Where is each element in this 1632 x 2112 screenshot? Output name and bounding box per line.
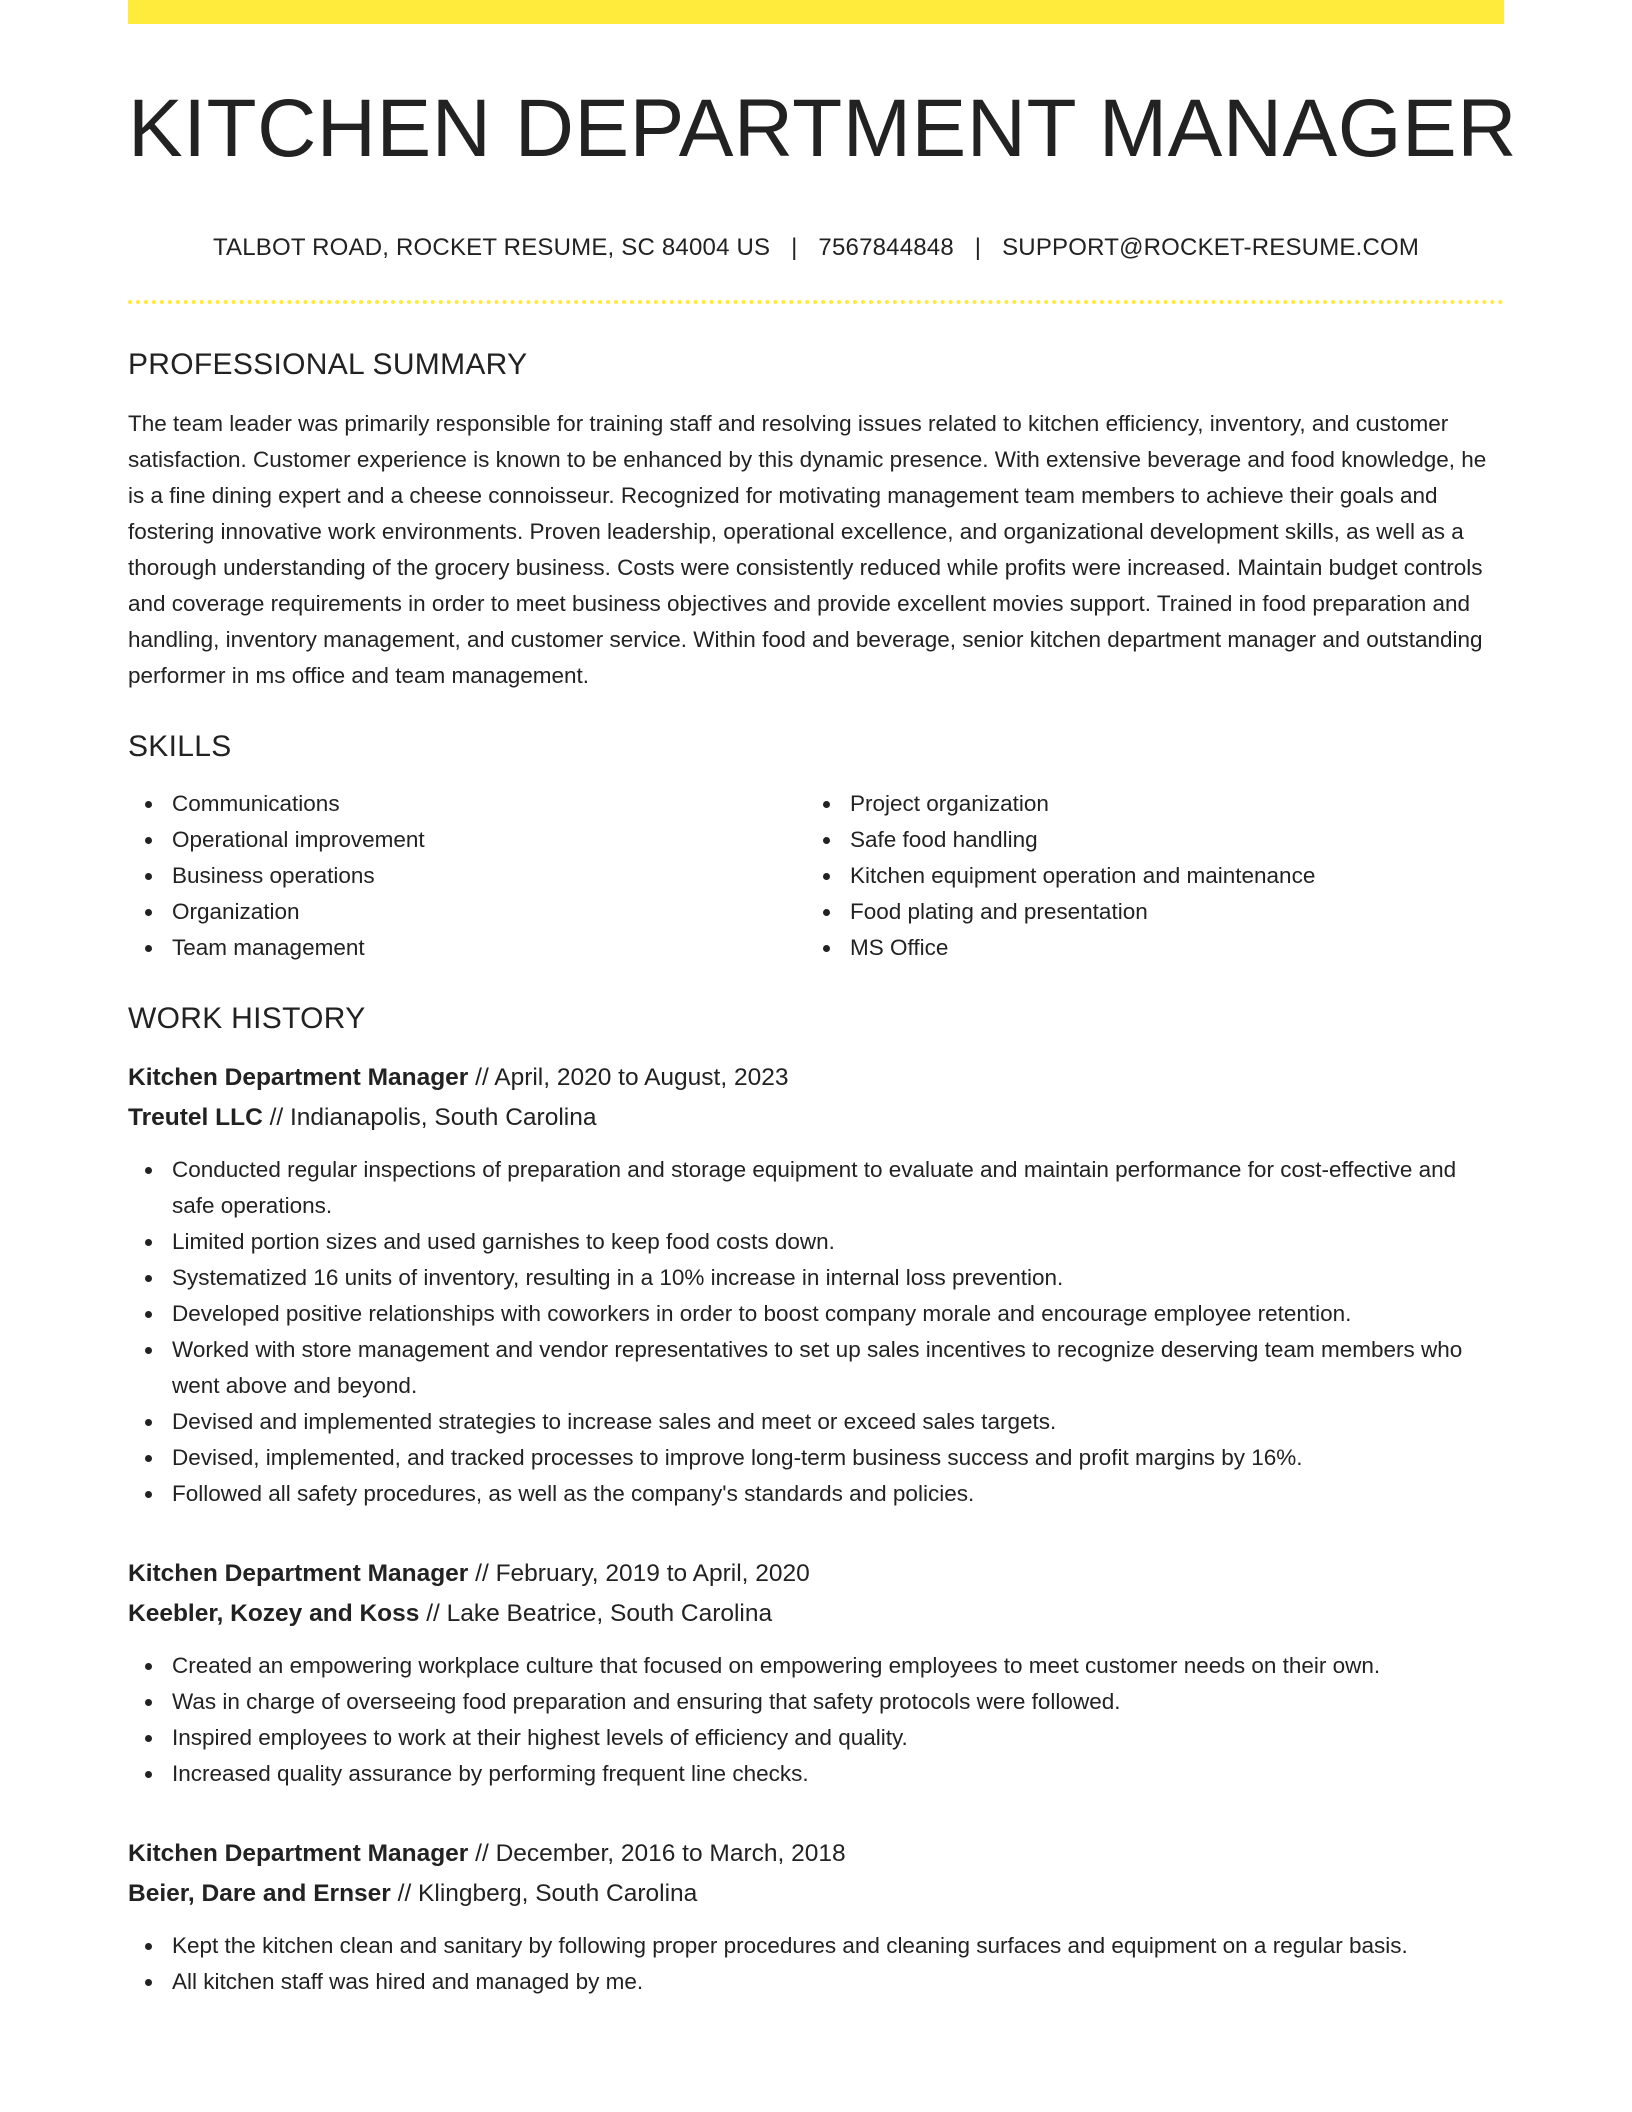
duty-item: Systematized 16 units of inventory, resulting in a 10% increase in internal loss prevention. [172, 1260, 1504, 1296]
duty-item: All kitchen staff was hired and managed by me. [172, 1964, 1504, 2000]
duty-item: Was in charge of overseeing food preparation and ensuring that safety protocols were followed. [172, 1684, 1504, 1720]
dotted-divider [128, 300, 1504, 304]
resume-title: KITCHEN DEPARTMENT MANAGER [128, 83, 1517, 174]
skill-item: Communications [172, 786, 806, 822]
resume-page [128, 0, 1517, 2000]
contact-separator: | [974, 234, 982, 262]
job-entry [128, 1554, 1504, 1792]
contact-email: SUPPORT@ROCKET-RESUME.COM [1002, 234, 1420, 262]
skills-column-left [128, 786, 806, 966]
skill-item: Operational improvement [172, 822, 806, 858]
skill-item: Safe food handling [850, 822, 1484, 858]
duty-item: Limited portion sizes and used garnishes to keep food costs down. [172, 1224, 1504, 1260]
job-dates: // February, 2019 to April, 2020 [475, 1560, 810, 1588]
skill-item: Kitchen equipment operation and maintenance [850, 858, 1484, 894]
duty-item: Created an empowering workplace culture that focused on empowering employees to meet customer needs on their own. [172, 1648, 1504, 1684]
job-location: // Lake Beatrice, South Carolina [426, 1600, 773, 1628]
skill-item: Project organization [850, 786, 1484, 822]
accent-bar [128, 0, 1504, 24]
duty-item: Devised and implemented strategies to increase sales and meet or exceed sales targets. [172, 1404, 1504, 1440]
job-company-line [128, 1874, 1504, 1914]
work-history-heading: WORK HISTORY [128, 1002, 366, 1036]
contact-separator: | [791, 234, 798, 262]
duty-item: Devised, implemented, and tracked processes to improve long-term business success and profit margins by 16%. [172, 1440, 1504, 1476]
job-title-line [128, 1058, 1504, 1098]
skills-column-right [806, 786, 1484, 966]
summary-text: The team leader was primarily responsible for training staff and resolving issues related to kitchen efficiency, inventory, and customer satisfaction. Customer experience is known to be enhanced by this dynamic presence. With extensive beverage and food knowledge, he is a fine dining expert and a cheese connoisseur. Recognized for motivating management team members to achieve their goals and fostering innovative work environments. Proven leadership, operational excellence, and organizational development skills, as well as a thorough understanding of the grocery business. Costs were consistently reduced while profits were increased. Maintain budget controls and coverage requirements in order to meet business objectives and provide excellent movies support. Trained in food preparation and handling, inventory management, and customer service. Within food and beverage, senior kitchen department manager and outstanding performer in ms office and team management. [128, 411, 1487, 689]
duty-item: Kept the kitchen clean and sanitary by following proper procedures and cleaning surfaces and equipment on a regular basis. [172, 1928, 1504, 1964]
duty-item: Increased quality assurance by performing frequent line checks. [172, 1756, 1504, 1792]
job-entry [128, 1058, 1504, 1512]
duty-item: Developed positive relationships with coworkers in order to boost company morale and encourage employee retention. [172, 1296, 1504, 1332]
job-duties [128, 1928, 1504, 2000]
contact-line [128, 234, 1504, 262]
job-company: Keebler, Kozey and Koss [128, 1600, 420, 1628]
job-title: Kitchen Department Manager [128, 1840, 469, 1868]
skill-item: MS Office [850, 930, 1484, 966]
contact-address: TALBOT ROAD, ROCKET RESUME, SC 84004 US [212, 234, 771, 262]
job-company: Beier, Dare and Ernser [128, 1880, 391, 1908]
skill-item: Team management [172, 930, 806, 966]
job-location: // Klingberg, South Carolina [397, 1880, 698, 1908]
summary-heading: PROFESSIONAL SUMMARY [128, 348, 528, 382]
job-duties [128, 1648, 1504, 1792]
skill-item: Organization [172, 894, 806, 930]
job-company: Treutel LLC [128, 1104, 263, 1132]
duty-item: Worked with store management and vendor representatives to set up sales incentives to recognize deserving team members who went above and beyond. [172, 1332, 1504, 1404]
skill-item: Business operations [172, 858, 806, 894]
duty-item: Followed all safety procedures, as well as the company's standards and policies. [172, 1476, 1504, 1512]
duty-item: Inspired employees to work at their highest levels of efficiency and quality. [172, 1720, 1504, 1756]
skills-heading: SKILLS [128, 730, 232, 764]
job-duties [128, 1152, 1504, 1512]
job-title-line [128, 1834, 1504, 1874]
job-location: // Indianapolis, South Carolina [269, 1104, 597, 1132]
duty-item: Conducted regular inspections of preparation and storage equipment to evaluate and maintain performance for cost-effective and safe operations. [172, 1152, 1504, 1224]
job-title-line [128, 1554, 1504, 1594]
job-dates: // April, 2020 to August, 2023 [475, 1064, 789, 1092]
skill-item: Food plating and presentation [850, 894, 1484, 930]
job-entry [128, 1834, 1504, 2000]
contact-phone: 7567844848 [818, 234, 954, 262]
job-company-line [128, 1098, 1504, 1138]
job-company-line [128, 1594, 1504, 1634]
job-title: Kitchen Department Manager [128, 1560, 469, 1588]
job-title: Kitchen Department Manager [128, 1064, 469, 1092]
job-dates: // December, 2016 to March, 2018 [475, 1840, 846, 1868]
skills-list [128, 786, 1504, 966]
